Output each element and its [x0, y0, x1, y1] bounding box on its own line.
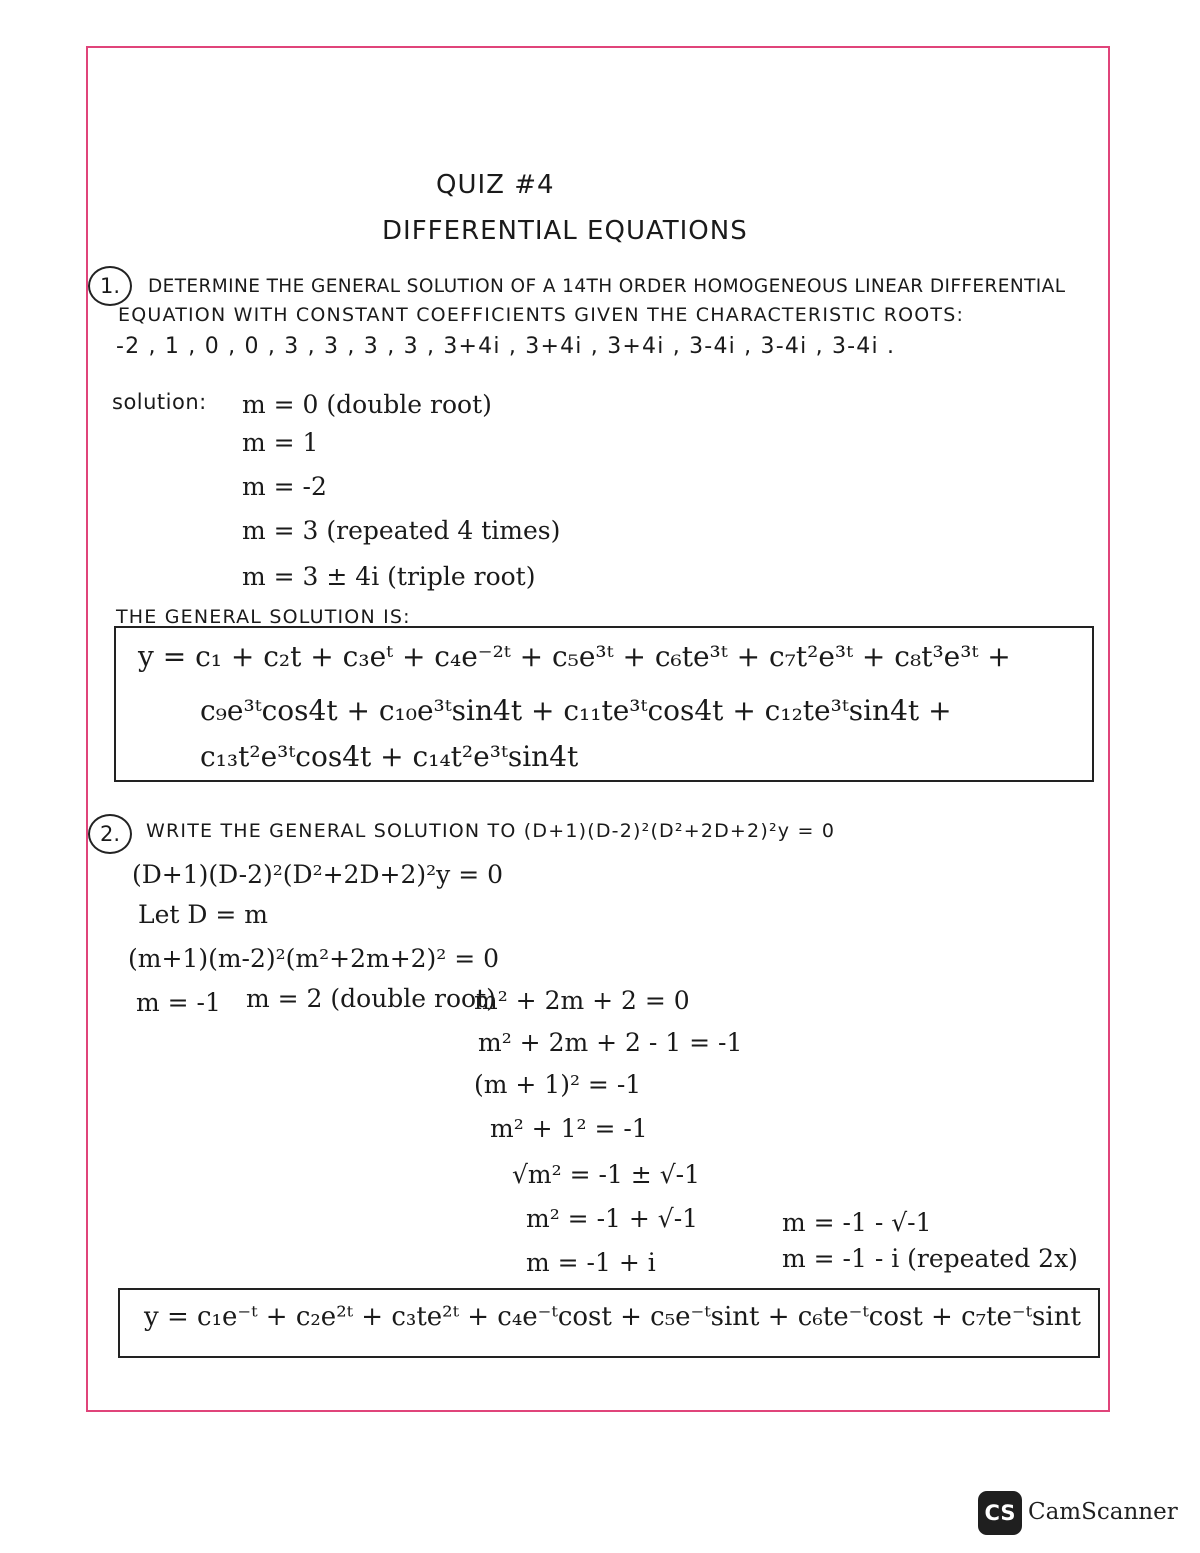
root-line-2: m = 1 [242, 428, 319, 457]
quad-line-7: m = -1 + i [526, 1248, 656, 1277]
camscanner-logo: CS [978, 1491, 1022, 1535]
root-line-3: m = -2 [242, 472, 327, 501]
root-line-5: m = 3 ± 4i (triple root) [242, 562, 536, 591]
problem-1-number: 1. [88, 266, 132, 306]
problem-2-step-2: Let D = m [138, 900, 268, 929]
quad-line-1: m² + 2m + 2 = 0 [474, 986, 690, 1015]
camscanner-brand: CamScanner [1028, 1499, 1178, 1525]
quad-line-4: m² + 1² = -1 [490, 1114, 648, 1143]
problem-2-step-3: (m+1)(m-2)²(m²+2m+2)² = 0 [128, 944, 500, 973]
quad-line-6: m² = -1 + √-1 [526, 1204, 699, 1233]
problem-2-number: 2. [88, 814, 132, 854]
quad-line-3: (m + 1)² = -1 [474, 1070, 642, 1099]
problem-2-root-a: m = -1 [136, 988, 221, 1017]
subject-title: DIFFERENTIAL EQUATIONS [382, 216, 748, 246]
problem-2-prompt: WRITE THE GENERAL SOLUTION TO (D+1)(D-2)²(D²+2D+2)²y = 0 [146, 820, 836, 842]
problem-1-roots: -2 , 1 , 0 , 0 , 3 , 3 , 3 , 3 , 3+4i , 3+4i , 3+4i , 3-4i , 3-4i , 3-4i . [116, 334, 896, 359]
answer-1-line-3: c₁₃t²e³ᵗcos4t + c₁₄t²e³ᵗsin4t [200, 740, 579, 773]
quiz-title: QUIZ #4 [436, 170, 555, 200]
problem-2-step-1: (D+1)(D-2)²(D²+2D+2)²y = 0 [132, 860, 504, 889]
answer-1-line-1: y = c₁ + c₂t + c₃eᵗ + c₄e⁻²ᵗ + c₅e³ᵗ + c₆te³ᵗ + c₇t²e³ᵗ + c₈t³e³ᵗ + [138, 640, 1011, 673]
quad-line-5: √m² = -1 ± √-1 [512, 1160, 700, 1189]
root-line-4: m = 3 (repeated 4 times) [242, 516, 561, 545]
problem-2-root-c: m = -1 - √-1 [782, 1208, 932, 1237]
general-solution-label: THE GENERAL SOLUTION IS: [116, 606, 411, 628]
problem-2-root-b: m = 2 (double root) [246, 984, 496, 1013]
solution-label: solution: [112, 390, 207, 414]
quad-line-2: m² + 2m + 2 - 1 = -1 [478, 1028, 743, 1057]
problem-1-prompt-line-1: DETERMINE THE GENERAL SOLUTION OF A 14TH ORDER HOMOGENEOUS LINEAR DIFFERENTIAL [148, 276, 1066, 297]
problem-2-root-d: m = -1 - i (repeated 2x) [782, 1244, 1078, 1273]
root-line-1: m = 0 (double root) [242, 390, 492, 419]
answer-1-line-2: c₉e³ᵗcos4t + c₁₀e³ᵗsin4t + c₁₁te³ᵗcos4t + c₁₂te³ᵗsin4t + [200, 694, 952, 727]
answer-2: y = c₁e⁻ᵗ + c₂e²ᵗ + c₃te²ᵗ + c₄e⁻ᵗcost + c₅e⁻ᵗsint + c₆te⁻ᵗcost + c₇te⁻ᵗsint [144, 1302, 1081, 1332]
problem-1-prompt-line-2: EQUATION WITH CONSTANT COEFFICIENTS GIVEN THE CHARACTERISTIC ROOTS: [118, 304, 965, 326]
